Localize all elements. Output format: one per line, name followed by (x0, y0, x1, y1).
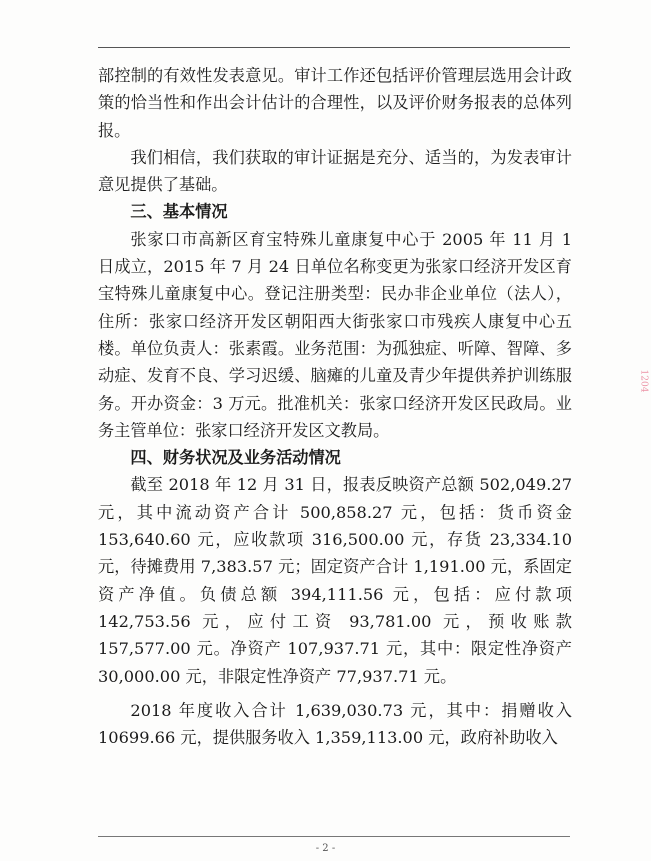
side-stamp-mark: 1204 (638, 369, 649, 393)
section-heading-financial-status: 四、财务状况及业务活动情况 (130, 448, 341, 468)
footer-rule (98, 836, 570, 837)
paragraph-basic-info: 张家口市高新区育宝特殊儿童康复中心于 2005 年 11 月 1 日成立，2015 年 7 月 24 日单位名称变更为张家口经济开发区育宝特殊儿童康复中心。登记注册类型：民办非企业单位（法人），住所：张家口经济开发区朝阳西大街张家口市残疾人康复中心五楼。单位负责人：张素霞。业务范围：为孤独症、听障、智障、多动症、发育不良、学习迟缓、脑瘫的儿童及青少年提供养护训练服务。开办资金：3 万元。批准机关：张家口经济开发区民政局。业务主管单位：张家口经济开发区文教局。 (98, 229, 572, 440)
paragraph-financial-status: 截至 2018 年 12 月 31 日，报表反映资产总额 502,049.27 元，其中流动资产合计 500,858.27 元，包括：货币资金 153,640.60 元，应收款项 316,500.00 元，存货 23,334.10 元，待摊费用 7,383.57 元；固定资产合计 1,191.00 元，系固定资产净值。负债总额 394,111.56 元，包括：应付款项 142,753.56 元，应付工资 93,781.00 元，预收账款 157,577.00 元。净资产 107,937.71 元，其中：限定性净资产 30,000.00 元，非限定性净资产 77,937.71 元。 (98, 475, 572, 686)
page-number: - 2 - (315, 843, 336, 854)
document-body (98, 62, 572, 751)
section-heading-basic-info: 三、基本情况 (130, 202, 228, 222)
header-rule (98, 47, 570, 48)
paragraph-continuation: 部控制的有效性发表意见。审计工作还包括评价管理层选用会计政策的恰当性和作出会计估计的合理性，以及评价财务报表的总体列报。 (98, 66, 572, 140)
paragraph-income: 2018 年度收入合计 1,639,030.73 元，其中：捐赠收入 10699.66 元，提供服务收入 1,359,113.00 元，政府补助收入 (98, 700, 572, 748)
paragraph-audit-evidence: 我们相信，我们获取的审计证据是充分、适当的，为发表审计意见提供了基础。 (98, 147, 572, 195)
